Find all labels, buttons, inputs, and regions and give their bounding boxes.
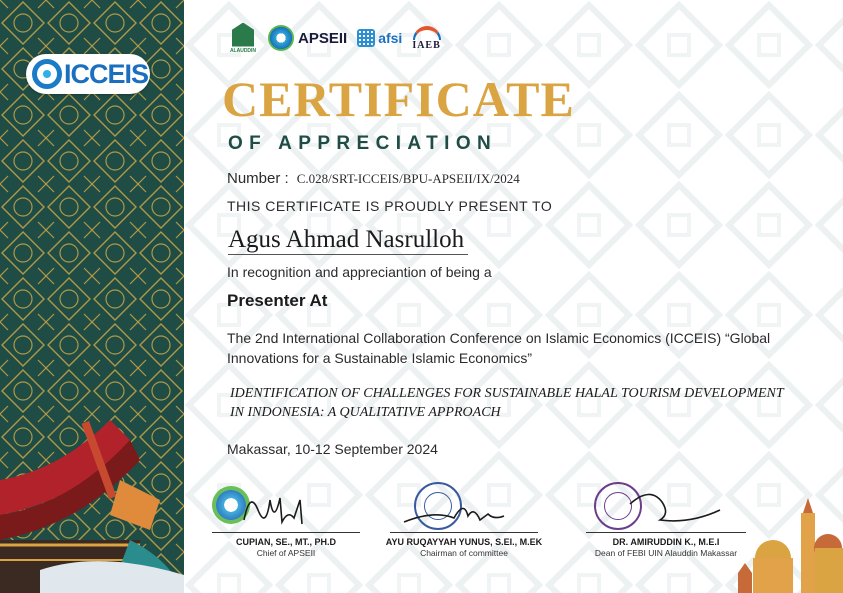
- apseii-logo-text: APSEII: [298, 29, 348, 47]
- afsi-logo: [357, 29, 402, 47]
- signature-art: [384, 480, 544, 532]
- signature-scribble: [394, 480, 534, 532]
- signatory-name: AYU RUQAYYAH YUNUS, S.EI., M.EK: [385, 537, 543, 547]
- signatory-title: Chief of APSEII: [256, 548, 316, 558]
- signature-block-chairman: [384, 480, 544, 558]
- afsi-logo-text: afsi: [378, 30, 403, 46]
- iaeb-logo-text: IAEB: [412, 39, 441, 51]
- signatory-name: CUPIAN, SE., MT., PH.D: [235, 537, 336, 547]
- partner-logos: [228, 18, 441, 58]
- grid-emblem-icon: [357, 29, 375, 47]
- recognition-line: In recognition and appreciantion of being a: [227, 264, 492, 280]
- uin-logo-caption: ALAUDDIN: [229, 47, 257, 54]
- icceis-logo-text: ICCEIS: [64, 58, 149, 89]
- certificate-number-row: [227, 170, 520, 187]
- signature-art: [580, 480, 752, 532]
- place-and-date: Makassar, 10-12 September 2024: [227, 441, 438, 457]
- flower-emblem-icon: [268, 25, 294, 51]
- present-line: THIS CERTIFICATE IS PROUDLY PRESENT TO: [227, 198, 553, 214]
- uin-alauddin-logo: [228, 23, 258, 54]
- icceis-ring-icon: [32, 59, 62, 89]
- number-label: Number :: [227, 170, 289, 187]
- recipient-role: Presenter At: [227, 291, 328, 310]
- signatory-title: Dean of FEBI UIN Alauddin Makassar: [594, 548, 738, 558]
- certificate-subtitle: OF APPRECIATION: [228, 133, 498, 154]
- arc-emblem-icon: [413, 26, 441, 40]
- iaeb-logo: [412, 26, 440, 51]
- signature-art: [206, 480, 366, 532]
- signatory-name: DR. AMIRUDDIN K., M.E.I: [612, 537, 720, 547]
- signatory-title: Chairman of committee: [420, 548, 508, 558]
- signature-block-chief: [206, 480, 366, 558]
- paper-title: IDENTIFICATION OF CHALLENGES FOR SUSTAINABLE HALAL TOURISM DEVELOPMENT IN INDONESIA: A QUALITATIVE APPROACH: [230, 386, 784, 420]
- signature-scribble: [600, 480, 750, 532]
- signature-scribble: [236, 480, 356, 532]
- certificate-title: CERTIFICATE: [222, 71, 575, 127]
- apseii-logo: [268, 25, 347, 51]
- conference-description: The 2nd International Collaboration Conference on Islamic Economics (ICCEIS) “Global Innovations for a Sustainable Islamic Economics”: [227, 330, 771, 366]
- signature-block-dean: [580, 480, 752, 558]
- mosque-emblem-icon: [232, 23, 254, 47]
- icceis-logo: [26, 54, 150, 94]
- recipient-name: Agus Ahmad Nasrulloh: [228, 226, 468, 255]
- number-value: C.028/SRT-ICCEIS/BPU-APSEII/IX/2024: [296, 171, 520, 186]
